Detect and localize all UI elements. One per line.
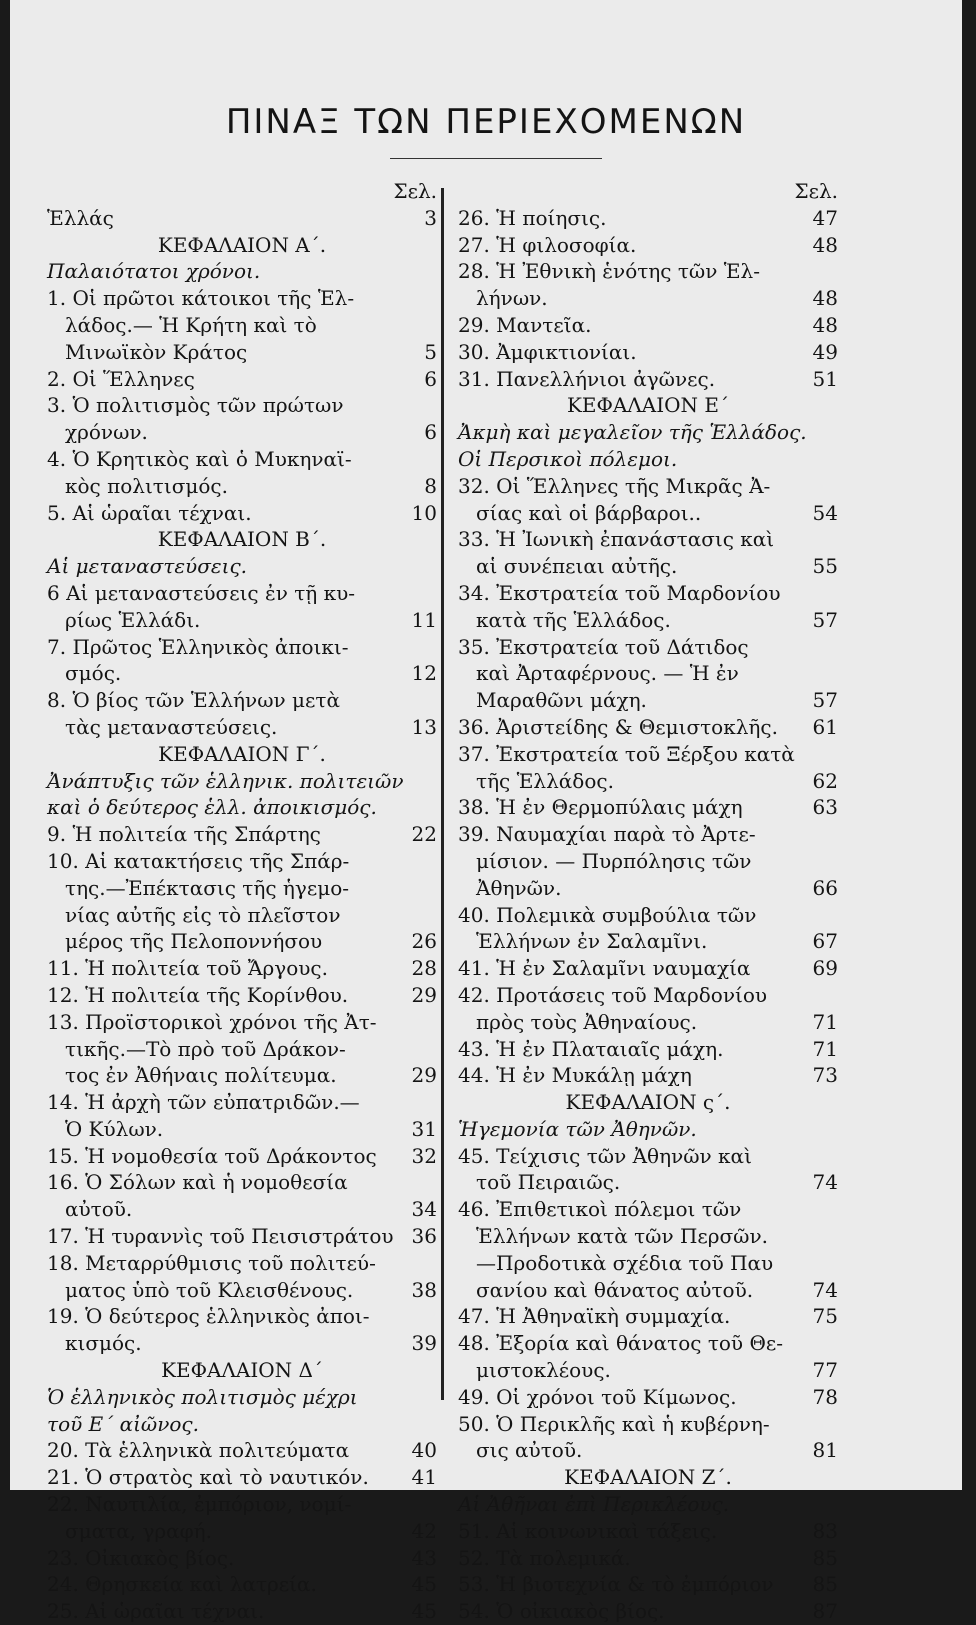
toc-entry (47, 205, 437, 232)
toc-entry-text: 9. Ἡ πολιτεία τῆς Σπάρτης (47, 822, 321, 847)
toc-entry-text: 47. Ἡ Ἀθηναϊκὴ συμμαχία. (458, 1304, 731, 1329)
toc-entry-text: 14. Ἡ ἀρχὴ τῶν εὐπατριδῶν.— (47, 1090, 360, 1115)
chapter-subtitle (47, 1384, 437, 1411)
toc-entry (458, 580, 838, 607)
toc-entry-text: 41. Ἡ ἐν Σαλαμῖνι ναυμαχία (458, 956, 751, 981)
document-page (10, 0, 962, 1624)
chapter-heading (458, 1464, 838, 1491)
chapter-heading-text: ΚΕΦΑΛΑΙΟΝ Α΄. (157, 232, 327, 257)
toc-entry-text: 7. Πρῶτος Ἑλληνικὸς ἀποικι- (47, 634, 349, 659)
page-number: 73 (812, 1063, 838, 1088)
page-column-label-text: Σελ. (794, 179, 838, 203)
toc-entry-text: 48. Ἐξορία καὶ θάνατος τοῦ Θε- (458, 1331, 783, 1356)
toc-entry (458, 821, 838, 848)
page-number: 32 (411, 1143, 437, 1168)
page-number: 83 (812, 1518, 838, 1543)
toc-entry (47, 1303, 437, 1330)
toc-entry-continuation (47, 339, 437, 366)
toc-entry-text: 29. Μαντεῖα. (458, 312, 592, 337)
toc-entry-text: ματος ὑπὸ τοῦ Κλεισθένους. (65, 1277, 354, 1302)
toc-entry-text: 28. Ἡ Ἐθνικὴ ἑνότης τῶν Ἑλ- (458, 259, 760, 284)
chapter-heading (47, 526, 437, 553)
page-number: 40 (411, 1438, 437, 1463)
chapter-subtitle (458, 419, 838, 446)
toc-entry-text: 53. Ἡ βιοτεχνία & τὸ ἐμπόριον (458, 1572, 774, 1597)
toc-entry-text: 22. Ναυτιλία, ἐμπόριον, νομί- (47, 1492, 352, 1517)
toc-entry-text: 32. Οἱ Ἕλληνες τῆς Μικρᾶς Ἀ- (458, 473, 771, 498)
toc-entry (458, 1196, 838, 1223)
toc-entry-text: 11. Ἡ πολιτεία τοῦ Ἄργους. (47, 956, 328, 981)
toc-entry (47, 1545, 437, 1572)
page-number: 28 (411, 956, 437, 981)
toc-entry-text: 8. Ὁ βίος τῶν Ἑλλήνων μετὰ (47, 688, 340, 713)
toc-entry-text: λάδος.— Ἡ Κρήτη καὶ τὸ (65, 312, 317, 337)
page-number: 85 (812, 1545, 838, 1570)
toc-entry (47, 500, 437, 527)
chapter-heading (47, 1357, 437, 1384)
toc-entry (47, 1169, 437, 1196)
toc-entry-text: αἱ συνέπειαι αὐτῆς. (476, 554, 678, 579)
toc-entry-text: 54. Ὁ οἰκιακὸς βίος. (458, 1599, 665, 1624)
chapter-subtitle (458, 446, 838, 473)
page-number: 26 (411, 929, 437, 954)
toc-entry (458, 714, 838, 741)
chapter-heading-text: ΚΕΦΑΛΑΙΟΝ Ε΄ (566, 393, 730, 418)
toc-entry-text: 37. Ἐκστρατεία τοῦ Ξέρξου κατὰ (458, 741, 795, 766)
chapter-subtitle (47, 258, 437, 285)
toc-entry-continuation (47, 1196, 437, 1223)
page-column-label (458, 178, 838, 205)
page-number: 48 (812, 232, 838, 257)
page-number: 6 (424, 366, 437, 391)
toc-entry-text: μίσιον. — Πυρπόλησις τῶν (476, 848, 752, 873)
toc-entry-text: 2. Οἱ Ἕλληνες (47, 366, 195, 391)
toc-entry-continuation (47, 902, 437, 929)
toc-entry (47, 366, 437, 393)
chapter-subtitle-text: Ἀκμὴ καὶ μεγαλεῖον τῆς Ἑλλάδος. (458, 420, 807, 445)
toc-entry-text: 38. Ἡ ἐν Θερμοπύλαις μάχη (458, 795, 743, 820)
page-number: 45 (411, 1572, 437, 1597)
toc-entry (47, 446, 437, 473)
toc-entry-continuation (458, 875, 838, 902)
toc-entry-text: 27. Ἡ φιλοσοφία. (458, 232, 637, 257)
toc-entry (458, 634, 838, 661)
toc-right-column (458, 178, 838, 1625)
toc-entry-continuation (47, 1518, 437, 1545)
toc-entry-continuation (47, 1036, 437, 1063)
toc-entry-text: 35. Ἐκστρατεία τοῦ Δάτιδος (458, 634, 749, 659)
toc-entry-text: Ἑλλάς (47, 205, 114, 230)
toc-entry-continuation (47, 607, 437, 634)
page-number: 10 (411, 500, 437, 525)
toc-entry (47, 1250, 437, 1277)
toc-entry-continuation (458, 1250, 838, 1277)
page-number: 5 (424, 339, 437, 364)
toc-entry-text: 46. Ἐπιθετικοὶ πόλεμοι τῶν (458, 1197, 742, 1222)
toc-entry (458, 955, 838, 982)
chapter-subtitle-text: Ὁ ἑλληνικὸς πολιτισμὸς μέχρι (47, 1384, 358, 1409)
toc-entry-text: της.—Ἐπέκτασις τῆς ἡγεμο- (65, 875, 349, 900)
toc-entry-text: χρόνων. (65, 420, 148, 445)
page-number: 31 (411, 1116, 437, 1141)
page-number: 6 (424, 420, 437, 445)
toc-entry-text: σίας καὶ οἱ βάρβαροι.. (476, 500, 702, 525)
chapter-heading (47, 741, 437, 768)
toc-entry (458, 1143, 838, 1170)
toc-entry-text: 30. Ἀμφικτιονίαι. (458, 339, 637, 364)
page-number: 75 (812, 1304, 838, 1329)
toc-entry-text: 43. Ἡ ἐν Πλαταιαῖς μάχη. (458, 1036, 724, 1061)
toc-entry (458, 1062, 838, 1089)
chapter-heading (47, 232, 437, 259)
toc-entry (458, 1303, 838, 1330)
page-number: 57 (812, 688, 838, 713)
toc-entry-text: αὐτοῦ. (65, 1197, 133, 1222)
toc-entry-text: σις αὐτοῦ. (476, 1438, 583, 1463)
toc-entry-text: 20. Τὰ ἑλληνικὰ πολιτεύματα (47, 1438, 350, 1463)
toc-entry (458, 1384, 838, 1411)
chapter-subtitle-text: Αἱ μεταναστεύσεις. (47, 554, 247, 579)
chapter-heading-text: ΚΕΦΑΛΑΙΟΝ Γ΄. (158, 741, 326, 766)
page-number: 45 (411, 1599, 437, 1624)
toc-entry (47, 821, 437, 848)
toc-entry-continuation (458, 1009, 838, 1036)
toc-entry-continuation (458, 553, 838, 580)
column-divider (441, 188, 444, 1400)
toc-entry-continuation (47, 312, 437, 339)
toc-entry-continuation (458, 1357, 838, 1384)
toc-entry (47, 1009, 437, 1036)
toc-entry-text: 50. Ὁ Περικλῆς καὶ ἡ κυβέρνη- (458, 1411, 770, 1436)
toc-entry-continuation (47, 1116, 437, 1143)
toc-entry-continuation (458, 1223, 838, 1250)
page-number: 71 (812, 1009, 838, 1034)
chapter-subtitle (458, 1116, 838, 1143)
page-number: 39 (411, 1331, 437, 1356)
toc-entry (458, 258, 838, 285)
toc-entry (47, 1571, 437, 1598)
toc-entry-text: 45. Τείχισις τῶν Ἀθηνῶν καὶ (458, 1143, 752, 1168)
toc-entry-text: 39. Ναυμαχίαι παρὰ τὸ Ἀρτε- (458, 822, 756, 847)
page-number: 63 (812, 795, 838, 820)
toc-entry-text: πρὸς τοὺς Ἀθηναίους. (476, 1009, 698, 1034)
chapter-heading-text: ΚΕΦΑΛΑΙΟΝ Δ΄ (161, 1358, 323, 1383)
toc-entry-text: Μαραθῶνι μάχη. (476, 688, 647, 713)
toc-entry-continuation (47, 928, 437, 955)
toc-entry-text: 52. Τὰ πολεμικά. (458, 1545, 631, 1570)
toc-entry-text: 13. Προϊστορικοὶ χρόνοι τῆς Ἀτ- (47, 1009, 377, 1034)
toc-entry (458, 205, 838, 232)
chapter-heading (458, 1089, 838, 1116)
page-number: 67 (812, 929, 838, 954)
toc-entry-continuation (458, 607, 838, 634)
toc-entry (458, 1411, 838, 1438)
toc-entry (47, 1437, 437, 1464)
toc-entry-text: 25. Αἱ ὡραῖαι τέχναι. (47, 1599, 265, 1624)
toc-entry (458, 1330, 838, 1357)
toc-entry-text: κὸς πολιτισμός. (65, 473, 228, 498)
toc-entry-text: 5. Αἱ ὡραῖαι τέχναι. (47, 500, 252, 525)
page-number: 55 (812, 554, 838, 579)
page-number: 43 (411, 1545, 437, 1570)
page-number: 48 (812, 286, 838, 311)
toc-entry-text: Ἑλλήνων κατὰ τῶν Περσῶν. (476, 1224, 769, 1249)
toc-entry (458, 232, 838, 259)
toc-entry-text: 12. Ἡ πολιτεία τῆς Κορίνθου. (47, 982, 349, 1007)
toc-entry-text: σανίου καὶ θάνατος αὐτοῦ. (476, 1277, 754, 1302)
page-number: 74 (812, 1277, 838, 1302)
toc-entry-continuation (47, 714, 437, 741)
page-number: 48 (812, 312, 838, 337)
toc-entry (458, 366, 838, 393)
chapter-heading (458, 392, 838, 419)
page-number: 78 (812, 1384, 838, 1409)
toc-entry-continuation (458, 1437, 838, 1464)
toc-entry-continuation (458, 848, 838, 875)
toc-entry-continuation (458, 500, 838, 527)
page-number: 36 (411, 1224, 437, 1249)
toc-entry (47, 687, 437, 714)
chapter-subtitle-text: Αἱ Ἀθῆναι ἐπὶ Περικλέους. (458, 1492, 730, 1517)
toc-entry-text: 40. Πολεμικὰ συμβούλια τῶν (458, 902, 757, 927)
toc-entry-continuation (458, 285, 838, 312)
toc-entry-continuation (458, 1277, 838, 1304)
toc-entry (47, 285, 437, 312)
toc-entry-text: 10. Αἱ κατακτήσεις τῆς Σπάρ- (47, 848, 350, 873)
page-number: 87 (812, 1599, 838, 1624)
toc-entry-text: 51. Αἱ κοινωνικαὶ τάξεις. (458, 1518, 718, 1543)
toc-entry (47, 1464, 437, 1491)
chapter-heading-text: ΚΕΦΑΛΑΙΟΝ Β΄. (157, 527, 327, 552)
toc-entry-continuation (47, 875, 437, 902)
page-number: 77 (812, 1358, 838, 1383)
toc-entry-continuation (47, 1330, 437, 1357)
page-number: 41 (411, 1465, 437, 1490)
toc-entry (458, 339, 838, 366)
chapter-heading-text: ΚΕΦΑΛΑΙΟΝ Ζ΄. (564, 1465, 732, 1490)
chapter-subtitle (47, 553, 437, 580)
toc-entry-text: 6 Αἱ μεταναστεύσεις ἐν τῇ κυ- (47, 580, 356, 605)
toc-entry-text: Ἀθηνῶν. (476, 875, 562, 900)
toc-entry (47, 982, 437, 1009)
toc-entry-text: σματα, γραφή. (65, 1518, 213, 1543)
toc-entry (47, 1598, 437, 1625)
toc-entry (458, 1518, 838, 1545)
page-number: 13 (411, 714, 437, 739)
toc-entry-text: τὰς μεταναστεύσεις. (65, 714, 278, 739)
page-number: 51 (812, 366, 838, 391)
toc-entry-text: 4. Ὁ Κρητικὸς καὶ ὁ Μυκηναϊ- (47, 446, 352, 471)
toc-entry-continuation (458, 928, 838, 955)
toc-entry (47, 392, 437, 419)
toc-entry-continuation (458, 1169, 838, 1196)
page-number: 11 (411, 607, 437, 632)
toc-entry-continuation (458, 687, 838, 714)
chapter-subtitle-text: Ἀνάπτυξις τῶν ἑλληνικ. πολιτειῶν (47, 768, 404, 793)
toc-entry-text: 33. Ἡ Ἰωνικὴ ἐπανάστασις καὶ (458, 527, 775, 552)
toc-entry (458, 1545, 838, 1572)
chapter-subtitle-text: καὶ ὁ δεύτερος ἑλλ. ἀποικισμός. (47, 795, 377, 820)
page-number: 49 (812, 339, 838, 364)
toc-entry-text: 36. Ἀριστείδης & Θεμιστοκλῆς. (458, 714, 778, 739)
toc-entry-text: τῆς Ἑλλάδος. (476, 768, 614, 793)
toc-entry-text: λήνων. (476, 286, 548, 311)
toc-entry (458, 1571, 838, 1598)
toc-entry (47, 955, 437, 982)
page-number: 74 (812, 1170, 838, 1195)
toc-entry (47, 634, 437, 661)
toc-entry (458, 473, 838, 500)
toc-entry-text: 26. Ἡ ποίησις. (458, 205, 607, 230)
toc-entry (47, 1089, 437, 1116)
page-number: 38 (411, 1277, 437, 1302)
chapter-subtitle (47, 794, 437, 821)
toc-entry-text: 3. Ὁ πολιτισμὸς τῶν πρώτων (47, 393, 344, 418)
toc-entry-continuation (47, 473, 437, 500)
toc-entry-text: 34. Ἐκστρατεία τοῦ Μαρδονίου (458, 580, 781, 605)
toc-entry-text: 21. Ὁ στρατὸς καὶ τὸ ναυτικόν. (47, 1465, 369, 1490)
toc-entry-text: τικῆς.—Τὸ πρὸ τοῦ Δράκον- (65, 1036, 346, 1061)
toc-left-column (47, 178, 437, 1625)
toc-entry-text: καὶ Ἀρταφέρνους. — Ἡ ἐν (476, 661, 739, 686)
page-number: 47 (812, 205, 838, 230)
toc-entry (458, 902, 838, 929)
page-title: ΠΙΝΑΞ ΤΩΝ ΠΕΡΙΕΧΟΜΕΝΩΝ (225, 102, 747, 142)
toc-entry-continuation (47, 1062, 437, 1089)
toc-entry-text: 24. Θρησκεία καὶ λατρεία. (47, 1572, 317, 1597)
page-number: 57 (812, 607, 838, 632)
toc-entry-text: μιστοκλέους. (476, 1358, 611, 1383)
page-number: 34 (411, 1197, 437, 1222)
page-number: 54 (812, 500, 838, 525)
page-number: 85 (812, 1572, 838, 1597)
toc-entry-text: 18. Μεταρρύθμισις τοῦ πολιτεύ- (47, 1250, 376, 1275)
toc-entry (458, 312, 838, 339)
toc-entry (458, 982, 838, 1009)
toc-entry (47, 1143, 437, 1170)
toc-entry-text: μέρος τῆς Πελοποννήσου (65, 929, 323, 954)
toc-entry (458, 526, 838, 553)
page-number: 81 (812, 1438, 838, 1463)
page-number: 61 (812, 714, 838, 739)
toc-entry (47, 580, 437, 607)
chapter-subtitle-text: Ἡγεμονία τῶν Ἀθηνῶν. (458, 1116, 697, 1141)
toc-entry-text: 44. Ἡ ἐν Μυκάλῃ μάχη (458, 1063, 692, 1088)
chapter-subtitle (47, 768, 437, 795)
page-number: 29 (411, 982, 437, 1007)
chapter-subtitle-text: Παλαιότατοι χρόνοι. (47, 259, 261, 284)
toc-entry-text: Ἑλλήνων ἐν Σαλαμῖνι. (476, 929, 708, 954)
title-underline (390, 158, 602, 159)
page-number: 66 (812, 875, 838, 900)
toc-entry-text: ρίως Ἑλλάδι. (65, 607, 201, 632)
toc-entry-text: —Προδοτικὰ σχέδια τοῦ Παυ (476, 1250, 774, 1275)
toc-entry (47, 1223, 437, 1250)
page-number: 3 (424, 205, 437, 230)
toc-entry-continuation (47, 660, 437, 687)
toc-entry-text: 1. Οἱ πρῶτοι κάτοικοι τῆς Ἑλ- (47, 286, 355, 311)
toc-entry-text: 16. Ὁ Σόλων καὶ ἡ νομοθεσία (47, 1170, 348, 1195)
page-number: 71 (812, 1036, 838, 1061)
toc-entry-text: κισμός. (65, 1331, 142, 1356)
toc-entry-text: Μινωϊκὸν Κράτος (65, 339, 248, 364)
toc-entry-text: 49. Οἱ χρόνοι τοῦ Κίμωνος. (458, 1384, 737, 1409)
toc-entry (458, 794, 838, 821)
page-number: 8 (424, 473, 437, 498)
toc-entry-continuation (458, 660, 838, 687)
toc-entry-text: νίας αὐτῆς εἰς τὸ πλεῖστον (65, 902, 341, 927)
toc-entry-text: 31. Πανελλήνιοι ἀγῶνες. (458, 366, 716, 391)
toc-entry-continuation (47, 1277, 437, 1304)
page-number: 42 (411, 1518, 437, 1543)
chapter-subtitle-text: τοῦ Ε΄ αἰῶνος. (47, 1411, 199, 1436)
toc-entry-text: 42. Προτάσεις τοῦ Μαρδονίου (458, 982, 768, 1007)
toc-entry (47, 848, 437, 875)
toc-entry-text: κατὰ τῆς Ἑλλάδος. (476, 607, 671, 632)
toc-entry-text: Ὁ Κύλων. (65, 1116, 164, 1141)
chapter-heading-text: ΚΕΦΑΛΑΙΟΝ ς΄. (565, 1090, 731, 1115)
toc-entry-continuation (47, 419, 437, 446)
toc-entry (458, 741, 838, 768)
chapter-subtitle (458, 1491, 838, 1518)
toc-entry-continuation (458, 768, 838, 795)
chapter-subtitle (47, 1411, 437, 1438)
toc-entry-text: σμός. (65, 661, 122, 686)
page-number: 62 (812, 768, 838, 793)
page-column-label (47, 178, 437, 205)
chapter-subtitle-text: Οἱ Περσικοὶ πόλεμοι. (458, 446, 678, 471)
toc-entry-text: 19. Ὁ δεύτερος ἑλληνικὸς ἀποι- (47, 1304, 370, 1329)
toc-entry (47, 1491, 437, 1518)
toc-entry-text: τοῦ Πειραιῶς. (476, 1170, 621, 1195)
page-number: 69 (812, 956, 838, 981)
toc-entry (458, 1036, 838, 1063)
toc-entry-text: 17. Ἡ τυραννὶς τοῦ Πεισιστράτου (47, 1224, 394, 1249)
toc-entry-text: 23. Οἰκιακὸς βίος. (47, 1545, 235, 1570)
page-number: 12 (411, 661, 437, 686)
page-number: 29 (411, 1063, 437, 1088)
toc-entry-text: 15. Ἡ νομοθεσία τοῦ Δράκοντος (47, 1143, 377, 1168)
toc-entry-text: τος ἐν Ἀθήναις πολίτευμα. (65, 1063, 337, 1088)
toc-entry (458, 1598, 838, 1625)
page-column-label-text: Σελ. (393, 179, 437, 203)
page-number: 22 (411, 822, 437, 847)
